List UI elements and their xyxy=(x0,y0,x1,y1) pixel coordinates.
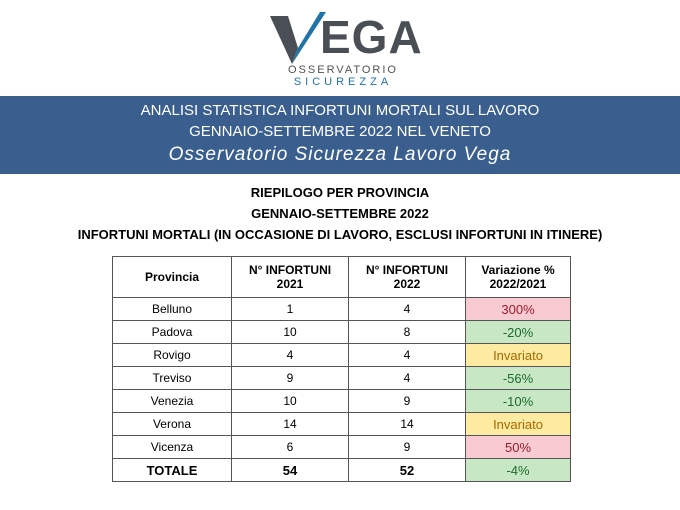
cell-provincia: TOTALE xyxy=(113,459,232,482)
logo-subtitle-osservatorio: OSSERVATORIO xyxy=(288,64,398,76)
cell-2022: 4 xyxy=(349,344,466,367)
table-row xyxy=(113,413,571,436)
cell-2022: 4 xyxy=(349,367,466,390)
banner-organization: Osservatorio Sicurezza Lavoro Vega xyxy=(168,144,512,165)
cell-provincia: Venezia xyxy=(113,390,232,413)
table-row xyxy=(113,344,571,367)
table-row xyxy=(113,436,571,459)
period-heading: GENNAIO-SETTEMBRE 2022 xyxy=(251,206,429,221)
cell-variazione: 300% xyxy=(466,298,571,321)
summary-heading: RIEPILOGO PER PROVINCIA xyxy=(250,185,430,200)
province-table xyxy=(112,256,571,482)
cell-variazione: Invariato xyxy=(466,413,571,436)
cell-variazione: Invariato xyxy=(466,344,571,367)
cell-2022: 4 xyxy=(349,298,466,321)
cell-provincia: Verona xyxy=(113,413,232,436)
vega-v-mark-icon xyxy=(268,8,328,66)
cell-2021: 10 xyxy=(232,321,349,344)
header-provincia: Provincia xyxy=(113,257,232,298)
cell-2021: 14 xyxy=(232,413,349,436)
header-2022: N° INFORTUNI 2022 xyxy=(349,257,466,298)
table-header-row xyxy=(113,257,571,298)
title-banner xyxy=(0,96,680,174)
table-row xyxy=(113,390,571,413)
logo-subtitle-sicurezza: SICUREZZA xyxy=(293,76,393,88)
cell-provincia: Belluno xyxy=(113,298,232,321)
banner-title: ANALISI STATISTICA INFORTUNI MORTALI SUL LAVORO xyxy=(140,102,540,119)
total-row xyxy=(113,459,571,482)
cell-2022: 9 xyxy=(349,390,466,413)
cell-variazione: -4% xyxy=(466,459,571,482)
cell-variazione: -20% xyxy=(466,321,571,344)
cell-2021: 1 xyxy=(232,298,349,321)
cell-2022: 8 xyxy=(349,321,466,344)
cell-2021: 54 xyxy=(232,459,349,482)
scope-heading: INFORTUNI MORTALI (IN OCCASIONE DI LAVORO, ESCLUSI INFORTUNI IN ITINERE) xyxy=(77,227,603,242)
cell-variazione: -10% xyxy=(466,390,571,413)
cell-2021: 10 xyxy=(232,390,349,413)
cell-variazione: -56% xyxy=(466,367,571,390)
cell-2022: 9 xyxy=(349,436,466,459)
header-variazione: Variazione % 2022/2021 xyxy=(466,257,571,298)
cell-2022: 14 xyxy=(349,413,466,436)
cell-2021: 6 xyxy=(232,436,349,459)
table-row xyxy=(113,298,571,321)
cell-2022: 52 xyxy=(349,459,466,482)
table-row xyxy=(113,367,571,390)
cell-2021: 9 xyxy=(232,367,349,390)
cell-provincia: Rovigo xyxy=(113,344,232,367)
cell-variazione: 50% xyxy=(466,436,571,459)
cell-provincia: Padova xyxy=(113,321,232,344)
table-row xyxy=(113,321,571,344)
banner-period: GENNAIO-SETTEMBRE 2022 NEL VENETO xyxy=(189,123,491,140)
vega-logo xyxy=(0,0,680,96)
logo-wordmark: EGA xyxy=(320,11,423,63)
cell-provincia: Treviso xyxy=(113,367,232,390)
cell-provincia: Vicenza xyxy=(113,436,232,459)
cell-2021: 4 xyxy=(232,344,349,367)
header-2021: N° INFORTUNI 2021 xyxy=(232,257,349,298)
